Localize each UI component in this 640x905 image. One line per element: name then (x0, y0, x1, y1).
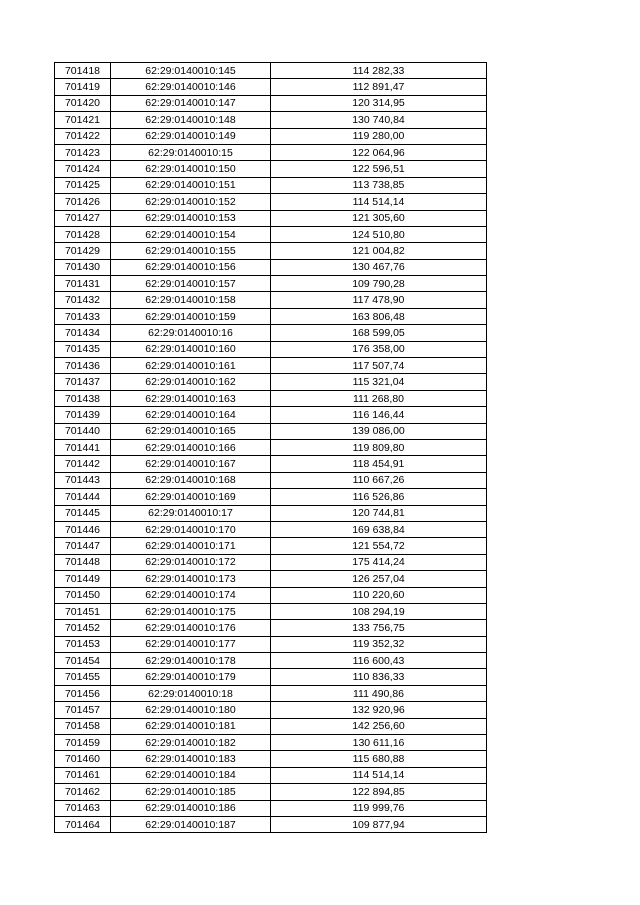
row-number-cell: 701461 (55, 767, 111, 783)
value-cell: 168 599,05 (271, 325, 487, 341)
cadastral-number-cell: 62:29:0140010:152 (111, 194, 271, 210)
cadastral-number-cell: 62:29:0140010:181 (111, 718, 271, 734)
cadastral-number-cell: 62:29:0140010:180 (111, 702, 271, 718)
cadastral-number-cell: 62:29:0140010:151 (111, 177, 271, 193)
cadastral-number-cell: 62:29:0140010:162 (111, 374, 271, 390)
row-number-cell: 701443 (55, 472, 111, 488)
value-cell: 115 680,88 (271, 751, 487, 767)
cadastral-number-cell: 62:29:0140010:155 (111, 243, 271, 259)
cadastral-number-cell: 62:29:0140010:177 (111, 636, 271, 652)
row-number-cell: 701421 (55, 112, 111, 128)
row-number-cell: 701438 (55, 390, 111, 406)
value-cell: 112 891,47 (271, 79, 487, 95)
table-body (55, 63, 487, 833)
row-number-cell: 701458 (55, 718, 111, 734)
cadastral-number-cell: 62:29:0140010:185 (111, 784, 271, 800)
cadastral-number-cell: 62:29:0140010:166 (111, 439, 271, 455)
table-row (55, 587, 487, 603)
table-row (55, 767, 487, 783)
value-cell: 114 514,14 (271, 194, 487, 210)
value-cell: 139 086,00 (271, 423, 487, 439)
value-cell: 121 004,82 (271, 243, 487, 259)
table-row (55, 194, 487, 210)
cadastral-number-cell: 62:29:0140010:156 (111, 259, 271, 275)
table-row (55, 735, 487, 751)
row-number-cell: 701428 (55, 226, 111, 242)
value-cell: 132 920,96 (271, 702, 487, 718)
value-cell: 142 256,60 (271, 718, 487, 734)
row-number-cell: 701447 (55, 538, 111, 554)
row-number-cell: 701450 (55, 587, 111, 603)
cadastral-number-cell: 62:29:0140010:168 (111, 472, 271, 488)
cadastral-number-cell: 62:29:0140010:163 (111, 390, 271, 406)
table-row (55, 800, 487, 816)
table-row (55, 571, 487, 587)
cadastral-number-cell: 62:29:0140010:149 (111, 128, 271, 144)
table-row (55, 439, 487, 455)
table-row (55, 685, 487, 701)
value-cell: 119 280,00 (271, 128, 487, 144)
value-cell: 114 514,14 (271, 767, 487, 783)
row-number-cell: 701444 (55, 489, 111, 505)
row-number-cell: 701446 (55, 521, 111, 537)
value-cell: 118 454,91 (271, 456, 487, 472)
row-number-cell: 701418 (55, 63, 111, 79)
table-row (55, 210, 487, 226)
row-number-cell: 701439 (55, 407, 111, 423)
value-cell: 116 526,86 (271, 489, 487, 505)
table-row (55, 358, 487, 374)
row-number-cell: 701434 (55, 325, 111, 341)
table-row (55, 505, 487, 521)
value-cell: 110 667,26 (271, 472, 487, 488)
table-row (55, 669, 487, 685)
row-number-cell: 701426 (55, 194, 111, 210)
row-number-cell: 701462 (55, 784, 111, 800)
cadastral-number-cell: 62:29:0140010:178 (111, 653, 271, 669)
table-row (55, 308, 487, 324)
value-cell: 115 321,04 (271, 374, 487, 390)
table-row (55, 407, 487, 423)
row-number-cell: 701437 (55, 374, 111, 390)
value-cell: 122 064,96 (271, 144, 487, 160)
value-cell: 119 352,32 (271, 636, 487, 652)
value-cell: 119 999,76 (271, 800, 487, 816)
row-number-cell: 701452 (55, 620, 111, 636)
cadastral-number-cell: 62:29:0140010:147 (111, 95, 271, 111)
row-number-cell: 701453 (55, 636, 111, 652)
value-cell: 130 611,16 (271, 735, 487, 751)
cadastral-number-cell: 62:29:0140010:176 (111, 620, 271, 636)
row-number-cell: 701448 (55, 554, 111, 570)
value-cell: 122 894,85 (271, 784, 487, 800)
cadastral-number-cell: 62:29:0140010:146 (111, 79, 271, 95)
table-row (55, 554, 487, 570)
value-cell: 169 638,84 (271, 521, 487, 537)
value-cell: 121 305,60 (271, 210, 487, 226)
cadastral-number-cell: 62:29:0140010:150 (111, 161, 271, 177)
value-cell: 120 744,81 (271, 505, 487, 521)
value-cell: 119 809,80 (271, 439, 487, 455)
row-number-cell: 701449 (55, 571, 111, 587)
cadastral-number-cell: 62:29:0140010:175 (111, 603, 271, 619)
value-cell: 117 478,90 (271, 292, 487, 308)
value-cell: 126 257,04 (271, 571, 487, 587)
table-row (55, 816, 487, 832)
table-row (55, 226, 487, 242)
value-cell: 163 806,48 (271, 308, 487, 324)
row-number-cell: 701427 (55, 210, 111, 226)
table-row (55, 144, 487, 160)
table-row (55, 243, 487, 259)
data-table (54, 62, 487, 833)
table-row (55, 751, 487, 767)
row-number-cell: 701441 (55, 439, 111, 455)
cadastral-number-cell: 62:29:0140010:145 (111, 63, 271, 79)
row-number-cell: 701422 (55, 128, 111, 144)
row-number-cell: 701432 (55, 292, 111, 308)
table-row (55, 177, 487, 193)
cadastral-number-cell: 62:29:0140010:159 (111, 308, 271, 324)
cadastral-number-cell: 62:29:0140010:148 (111, 112, 271, 128)
row-number-cell: 701460 (55, 751, 111, 767)
row-number-cell: 701454 (55, 653, 111, 669)
table-row (55, 276, 487, 292)
row-number-cell: 701433 (55, 308, 111, 324)
row-number-cell: 701429 (55, 243, 111, 259)
cadastral-number-cell: 62:29:0140010:17 (111, 505, 271, 521)
row-number-cell: 701423 (55, 144, 111, 160)
cadastral-number-cell: 62:29:0140010:169 (111, 489, 271, 505)
cadastral-number-cell: 62:29:0140010:171 (111, 538, 271, 554)
value-cell: 111 490,86 (271, 685, 487, 701)
cadastral-number-cell: 62:29:0140010:187 (111, 816, 271, 832)
cadastral-number-cell: 62:29:0140010:173 (111, 571, 271, 587)
value-cell: 117 507,74 (271, 358, 487, 374)
cadastral-number-cell: 62:29:0140010:161 (111, 358, 271, 374)
row-number-cell: 701456 (55, 685, 111, 701)
cadastral-number-cell: 62:29:0140010:184 (111, 767, 271, 783)
table-row (55, 653, 487, 669)
table-row (55, 161, 487, 177)
value-cell: 110 836,33 (271, 669, 487, 685)
row-number-cell: 701463 (55, 800, 111, 816)
cadastral-number-cell: 62:29:0140010:16 (111, 325, 271, 341)
row-number-cell: 701451 (55, 603, 111, 619)
table-row (55, 489, 487, 505)
table-row (55, 620, 487, 636)
cadastral-number-cell: 62:29:0140010:157 (111, 276, 271, 292)
cadastral-number-cell: 62:29:0140010:174 (111, 587, 271, 603)
row-number-cell: 701445 (55, 505, 111, 521)
row-number-cell: 701420 (55, 95, 111, 111)
value-cell: 122 596,51 (271, 161, 487, 177)
value-cell: 110 220,60 (271, 587, 487, 603)
value-cell: 109 877,94 (271, 816, 487, 832)
table-row (55, 63, 487, 79)
table-row (55, 325, 487, 341)
table-row (55, 390, 487, 406)
cadastral-number-cell: 62:29:0140010:167 (111, 456, 271, 472)
cadastral-number-cell: 62:29:0140010:154 (111, 226, 271, 242)
table-row (55, 128, 487, 144)
value-cell: 121 554,72 (271, 538, 487, 554)
cadastral-number-cell: 62:29:0140010:160 (111, 341, 271, 357)
cadastral-number-cell: 62:29:0140010:186 (111, 800, 271, 816)
cadastral-number-cell: 62:29:0140010:18 (111, 685, 271, 701)
value-cell: 175 414,24 (271, 554, 487, 570)
table-row (55, 374, 487, 390)
table-row (55, 292, 487, 308)
row-number-cell: 701442 (55, 456, 111, 472)
cadastral-number-cell: 62:29:0140010:179 (111, 669, 271, 685)
value-cell: 133 756,75 (271, 620, 487, 636)
value-cell: 120 314,95 (271, 95, 487, 111)
cadastral-number-cell: 62:29:0140010:183 (111, 751, 271, 767)
cadastral-number-cell: 62:29:0140010:158 (111, 292, 271, 308)
row-number-cell: 701440 (55, 423, 111, 439)
table-row (55, 636, 487, 652)
value-cell: 130 467,76 (271, 259, 487, 275)
value-cell: 116 146,44 (271, 407, 487, 423)
cadastral-number-cell: 62:29:0140010:15 (111, 144, 271, 160)
row-number-cell: 701425 (55, 177, 111, 193)
cadastral-number-cell: 62:29:0140010:153 (111, 210, 271, 226)
value-cell: 113 738,85 (271, 177, 487, 193)
row-number-cell: 701459 (55, 735, 111, 751)
value-cell: 111 268,80 (271, 390, 487, 406)
row-number-cell: 701431 (55, 276, 111, 292)
cadastral-number-cell: 62:29:0140010:164 (111, 407, 271, 423)
value-cell: 116 600,43 (271, 653, 487, 669)
table-row (55, 521, 487, 537)
value-cell: 176 358,00 (271, 341, 487, 357)
row-number-cell: 701464 (55, 816, 111, 832)
table-row (55, 456, 487, 472)
row-number-cell: 701457 (55, 702, 111, 718)
table-row (55, 259, 487, 275)
value-cell: 124 510,80 (271, 226, 487, 242)
row-number-cell: 701419 (55, 79, 111, 95)
row-number-cell: 701435 (55, 341, 111, 357)
cadastral-number-cell: 62:29:0140010:165 (111, 423, 271, 439)
cadastral-number-cell: 62:29:0140010:170 (111, 521, 271, 537)
table-row (55, 341, 487, 357)
table-row (55, 472, 487, 488)
table-row (55, 423, 487, 439)
table-row (55, 538, 487, 554)
table-row (55, 112, 487, 128)
row-number-cell: 701436 (55, 358, 111, 374)
value-cell: 130 740,84 (271, 112, 487, 128)
value-cell: 114 282,33 (271, 63, 487, 79)
table-row (55, 79, 487, 95)
row-number-cell: 701455 (55, 669, 111, 685)
table-row (55, 784, 487, 800)
row-number-cell: 701430 (55, 259, 111, 275)
table-row (55, 95, 487, 111)
cadastral-number-cell: 62:29:0140010:172 (111, 554, 271, 570)
value-cell: 109 790,28 (271, 276, 487, 292)
cadastral-number-cell: 62:29:0140010:182 (111, 735, 271, 751)
row-number-cell: 701424 (55, 161, 111, 177)
value-cell: 108 294,19 (271, 603, 487, 619)
table-row (55, 702, 487, 718)
table-row (55, 718, 487, 734)
table-row (55, 603, 487, 619)
